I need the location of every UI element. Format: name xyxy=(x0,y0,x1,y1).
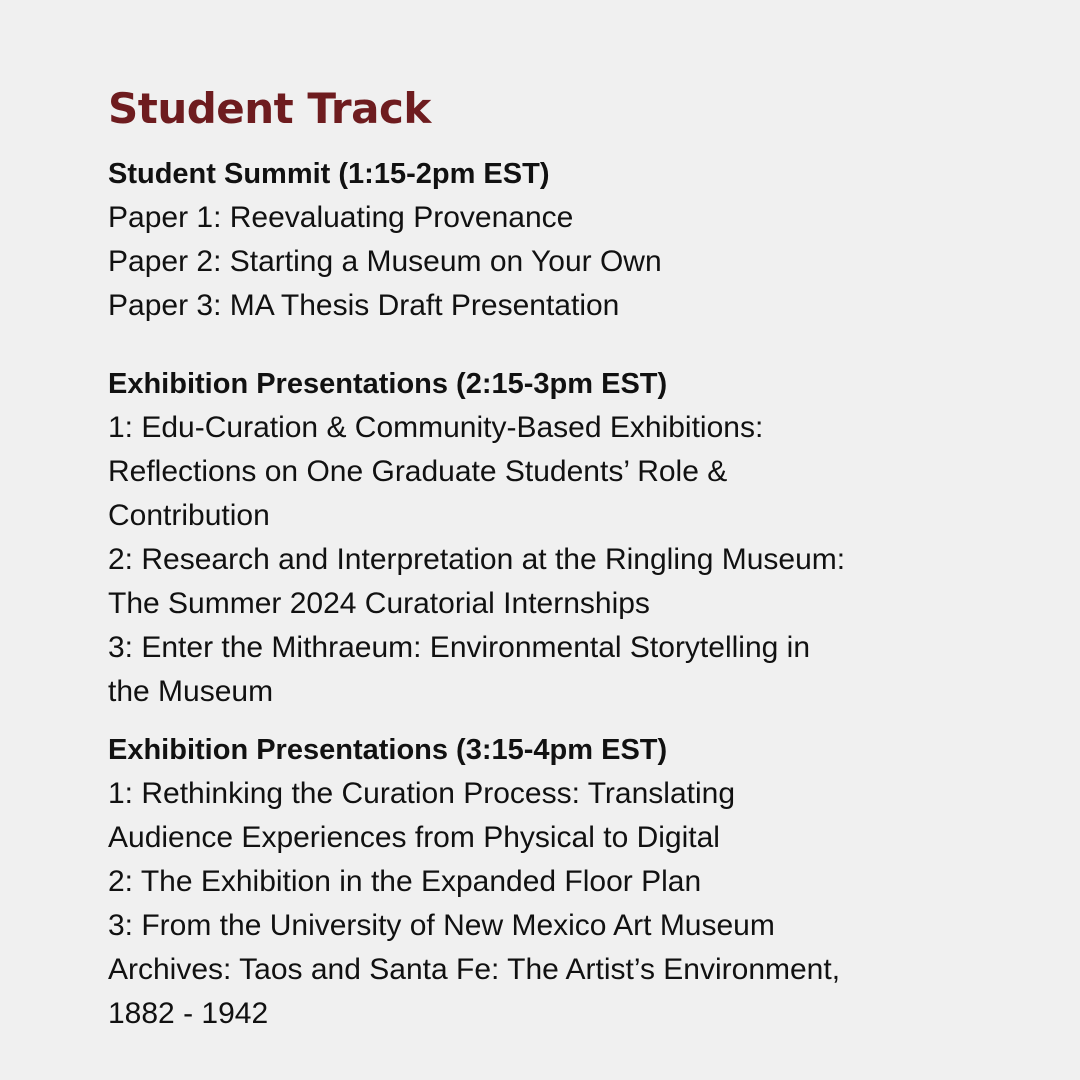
list-item: 1: Edu-Curation & Community-Based Exhibitions: Reflections on One Graduate Students’ Role & Contribution xyxy=(108,411,764,532)
section-student-summit xyxy=(108,152,978,328)
list-item: 1: Rethinking the Curation Process: Translating Audience Experiences from Physical to Digital xyxy=(108,777,735,854)
list-item: Paper 1: Reevaluating Provenance xyxy=(108,201,574,234)
page-title: Student Track xyxy=(108,84,431,133)
section-exhibition-presentations-1 xyxy=(108,362,978,714)
list-item: 2: Research and Interpretation at the Ringling Museum: The Summer 2024 Curatorial Internships xyxy=(108,543,846,620)
schedule-page xyxy=(108,82,978,1036)
list-item: 3: Enter the Mithraeum: Environmental Storytelling in the Museum xyxy=(108,631,810,708)
list-item: 3: From the University of New Mexico Art Museum Archives: Taos and Santa Fe: The Artist’s Environment, 1882 - 1942 xyxy=(108,909,841,1030)
section-heading: Student Summit (1:15-2pm EST) xyxy=(108,158,550,190)
section-heading: Exhibition Presentations (2:15-3pm EST) xyxy=(108,368,668,400)
section-heading: Exhibition Presentations (3:15-4pm EST) xyxy=(108,734,668,766)
section-exhibition-presentations-2 xyxy=(108,728,978,1036)
list-item: 2: The Exhibition in the Expanded Floor Plan xyxy=(108,865,702,898)
list-item: Paper 2: Starting a Museum on Your Own xyxy=(108,245,662,278)
list-item: Paper 3: MA Thesis Draft Presentation xyxy=(108,289,620,322)
